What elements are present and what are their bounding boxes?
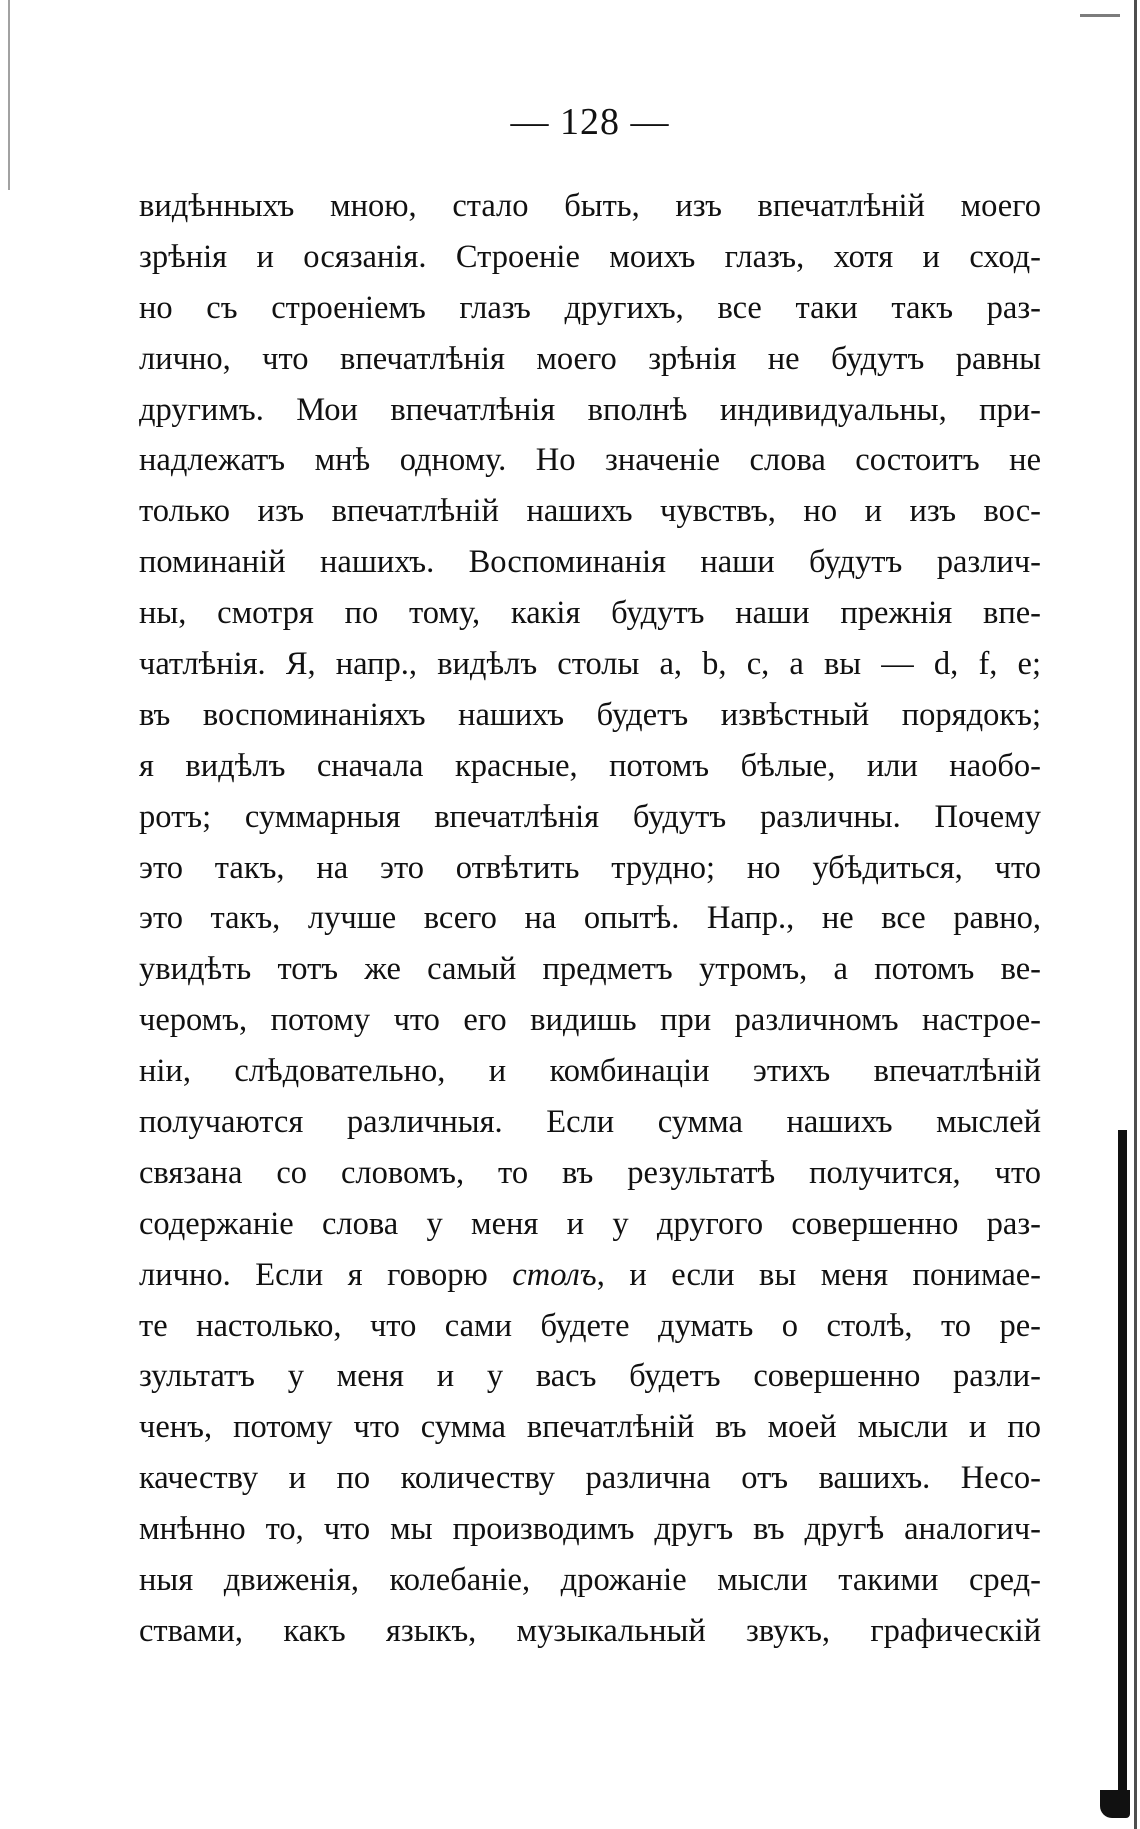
body-text (139, 181, 1041, 1657)
scan-artifact-right-edge (1134, 0, 1137, 1829)
text-line: ченъ, потому что сумма впечатлѣній въ моей мысли и по (139, 1409, 1041, 1446)
scan-artifact-top (1080, 14, 1120, 17)
text-line: мнѣнно то, что мы производимъ другъ въ другѣ аналогич- (139, 1511, 1041, 1548)
scan-artifact-left-edge (8, 0, 10, 190)
text-line: качеству и по количеству различна отъ вашихъ. Несо- (139, 1460, 1041, 1497)
text-line: но съ строеніемъ глазъ другихъ, все таки такъ раз- (139, 289, 1041, 326)
text-line: въ воспоминаніяхъ нашихъ будетъ извѣстный порядокъ; (139, 696, 1041, 733)
text-line: увидѣть тотъ же самый предметъ утромъ, а потомъ ве- (139, 951, 1041, 988)
text-line: зультатъ у меня и у васъ будетъ совершенно разли- (139, 1358, 1041, 1395)
text-line: лично, что впечатлѣнія моего зрѣнія не будутъ равны (139, 340, 1041, 377)
scan-artifact-corner (1100, 1790, 1130, 1818)
text-line: ны, смотря по тому, какія будутъ наши прежнія впе- (139, 595, 1041, 632)
text-line: я видѣлъ сначала красные, потомъ бѣлые, или наобо- (139, 747, 1041, 784)
text-line: это такъ, на это отвѣтить трудно; но убѣдиться, что (139, 849, 1041, 886)
scan-artifact-binding (1118, 1130, 1127, 1790)
text-line: поминаній нашихъ. Воспоминанія наши будутъ различ- (139, 544, 1041, 581)
text-line: ствами, какъ языкъ, музыкальный звукъ, графическій (139, 1612, 1041, 1649)
text-line: надлежатъ мнѣ одному. Но значеніе слова состоитъ не (139, 442, 1041, 479)
text-line: только изъ впечатлѣній нашихъ чувствъ, но и изъ вос- (139, 493, 1041, 530)
text-line: другимъ. Мои впечатлѣнія вполнѣ индивидуальны, при- (139, 391, 1041, 428)
text-line-with-italic (139, 1250, 1041, 1301)
text-line: зрѣнія и осязанія. Строеніе моихъ глазъ, хотя и сход- (139, 238, 1041, 275)
text-line: ротъ; суммарныя впечатлѣнія будутъ различны. Почему (139, 798, 1041, 835)
text-segment: , и если вы меня понимае- (596, 1256, 1042, 1293)
page-number: — 128 — (510, 101, 670, 143)
text-line: видѣнныхъ мною, стало быть, изъ впечатлѣній моего (139, 188, 1041, 224)
text-segment: лично. Если я говорю (139, 1256, 488, 1293)
text-line: получаются различныя. Если сумма нашихъ мыслей (139, 1104, 1041, 1141)
text-line: черомъ, потому что его видишь при различномъ настрое- (139, 1002, 1041, 1039)
text-line: содержаніе слова у меня и у другого совершенно раз- (139, 1205, 1041, 1242)
text-line: связана со словомъ, то въ результатѣ получится, что (139, 1154, 1041, 1191)
italic-word: столъ (512, 1256, 597, 1293)
text-line: ныя движенія, колебаніе, дрожаніе мысли такими сред- (139, 1562, 1041, 1599)
text-line: ніи, слѣдовательно, и комбинаціи этихъ впечатлѣній (139, 1053, 1041, 1090)
text-line: те настолько, что сами будете думать о столѣ, то ре- (139, 1307, 1041, 1344)
text-line: это такъ, лучше всего на опытѣ. Напр., не все равно, (139, 900, 1041, 937)
text-line: чатлѣнія. Я, напр., видѣлъ столы a, b, c, а вы — d, f, e; (139, 646, 1041, 683)
